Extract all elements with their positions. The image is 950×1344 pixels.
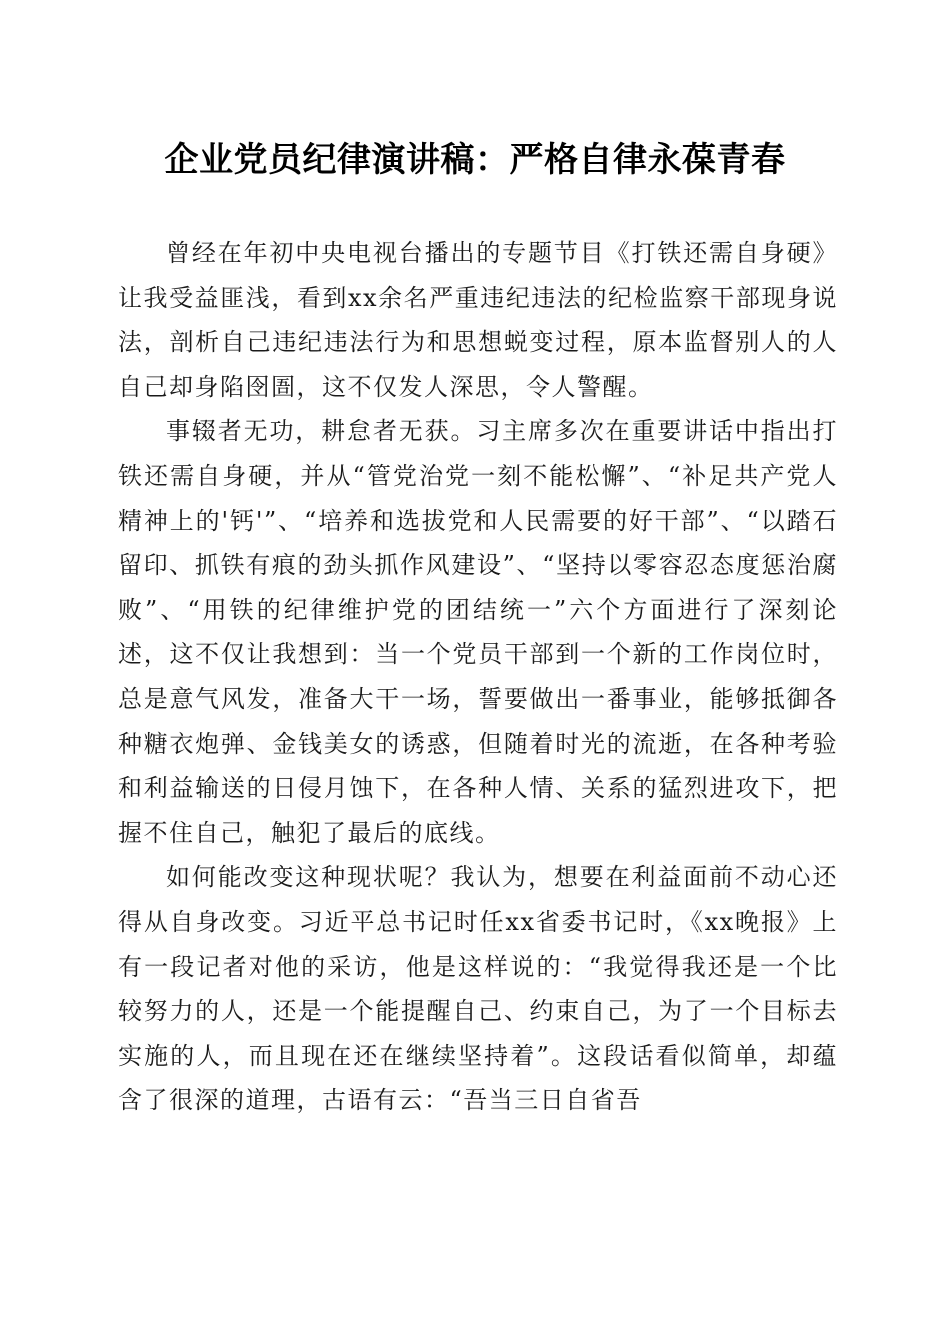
document-body [118, 231, 838, 1123]
paragraph: 如何能改变这种现状呢？我认为，想要在利益面前不动心还得从自身改变。习近平总书记时任xx省委书记时，《xx晚报》上有一段记者对他的采访，他是这样说的：“我觉得我还是一个比较努力的人，还是一个能提醒自己、约束自己，为了一个目标去实施的人，而且现在还在继续坚持着”。这段话看似简单，却蕴含了很深的道理，古语有云：“吾当三日自省吾 [118, 863, 838, 1115]
paragraph: 事辍者无功，耕怠者无获。习主席多次在重要讲话中指出打铁还需自身硬，并从“管党治党一刻不能松懈”、“补足共产党人精神上的'钙'”、“培养和选拔党和人民需要的好干部”、“以踏石留印、抓铁有痕的劲头抓作风建设”、“坚持以零容忍态度惩治腐败”、“用铁的纪律维护党的团结统一”六个方面进行了深刻论述，这不仅让我想到：当一个党员干部到一个新的工作岗位时，总是意气风发，准备大干一场，誓要做出一番事业，能够抵御各种糖衣炮弹、金钱美女的诱惑，但随着时光的流逝，在各种考验和利益输送的日侵月蚀下，在各种人情、关系的猛烈进攻下，把握不住自己，触犯了最后的底线。 [118, 417, 838, 847]
document-title: 企业党员纪律演讲稿：严格自律永葆青春 [164, 140, 786, 180]
paragraph: 曾经在年初中央电视台播出的专题节目《打铁还需自身硬》让我受益匪浅，看到xx余名严重违纪违法的纪检监察干部现身说法，剖析自己违纪违法行为和思想蜕变过程，原本监督别人的人自己却身陷囹圄，这不仅发人深思，令人警醒。 [118, 239, 838, 401]
